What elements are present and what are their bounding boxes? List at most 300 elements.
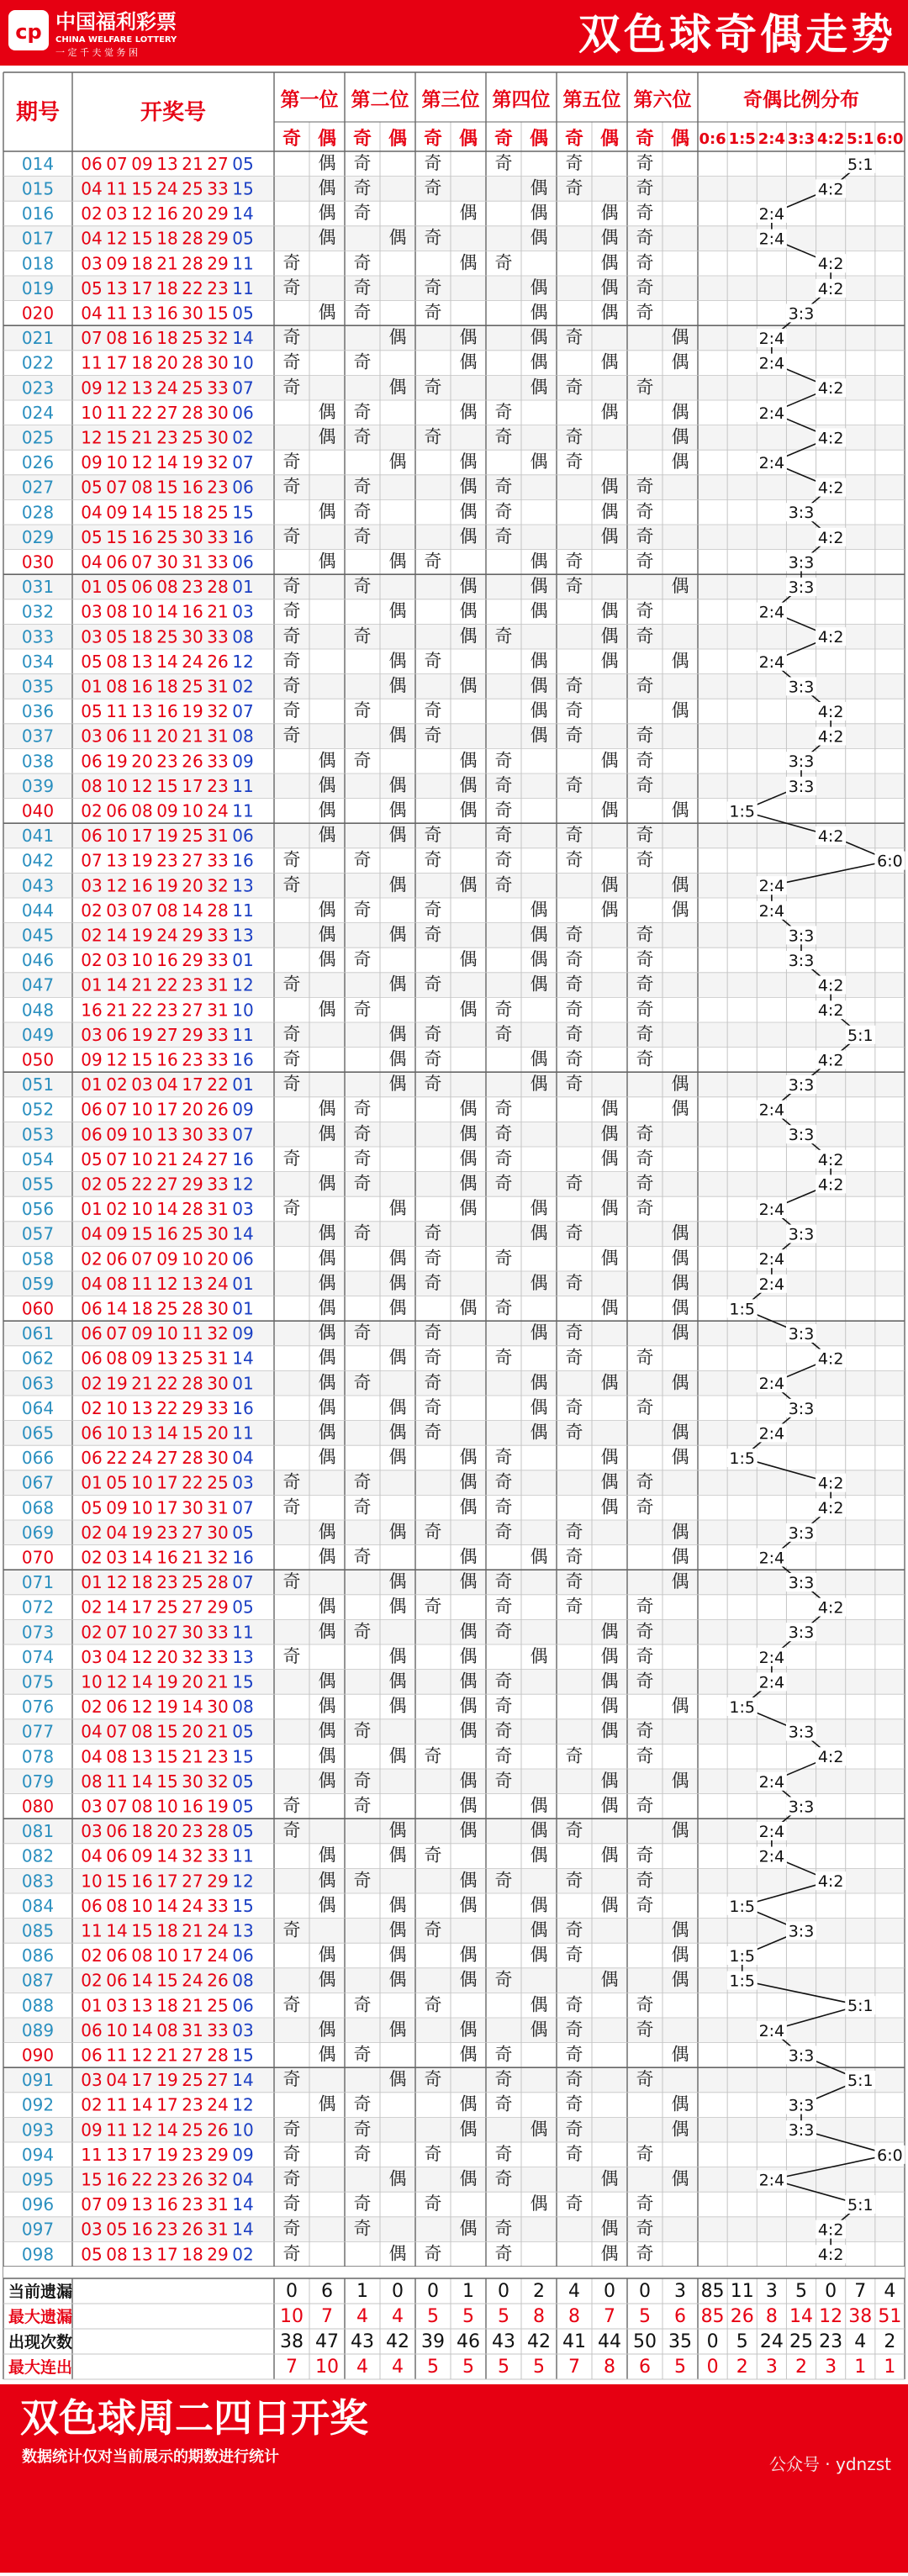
ratio-point-label: 4:2 (817, 379, 844, 399)
ratio-point-label: 5:1 (847, 2196, 874, 2214)
red-ball-number: 09 (106, 502, 128, 523)
odd-mark: 奇 (424, 1422, 442, 1443)
red-ball-number: 31 (207, 2219, 229, 2240)
even-mark: 偶 (388, 2168, 407, 2189)
red-ball-number: 23 (156, 2169, 178, 2190)
odd-mark: 奇 (494, 2218, 513, 2239)
red-ball-number: 02 (81, 900, 103, 921)
even-mark: 偶 (318, 1322, 336, 1343)
ratio-point-label: 2:4 (758, 2171, 785, 2190)
red-ball-number: 05 (81, 277, 103, 298)
red-ball-number: 28 (182, 228, 203, 249)
red-ball-number: 33 (207, 552, 229, 573)
blue-ball-number: 06 (232, 826, 254, 847)
blue-ball-number: 16 (232, 1397, 254, 1418)
stats-value: 5 (639, 2306, 651, 2328)
red-ball-number: 17 (156, 1871, 178, 1892)
red-ball-number: 15 (156, 502, 178, 523)
odd-mark: 奇 (282, 849, 301, 870)
even-mark: 偶 (459, 1173, 478, 1194)
even-mark: 偶 (388, 774, 407, 795)
red-ball-number: 18 (131, 352, 153, 373)
red-ball-number: 07 (131, 900, 153, 921)
stats-value: 4 (884, 2281, 896, 2303)
ratio-point-label: 3:3 (788, 1126, 815, 1145)
ratio-point-label: 6:0 (877, 852, 903, 871)
red-ball-number: 24 (156, 178, 178, 199)
red-ball-number: 28 (182, 402, 203, 423)
red-ball-number: 11 (131, 1273, 153, 1294)
odd-mark: 奇 (282, 2069, 301, 2090)
ratio-point-label: 2:4 (758, 1648, 785, 1667)
stats-value: 38 (848, 2306, 873, 2328)
odd-mark: 奇 (282, 451, 301, 472)
even-mark: 偶 (388, 825, 407, 846)
red-ball-number: 26 (207, 1099, 229, 1120)
red-ball-number: 07 (106, 1622, 128, 1643)
odd-mark: 奇 (424, 1372, 442, 1393)
odd-mark: 奇 (424, 551, 442, 572)
stats-gap (3, 2267, 905, 2278)
odd-mark: 奇 (353, 1795, 372, 1816)
red-ball-number: 25 (207, 502, 229, 523)
red-ball-number: 32 (207, 875, 229, 896)
red-ball-number: 15 (131, 228, 153, 249)
red-ball-number: 03 (106, 900, 128, 921)
odd-mark: 奇 (636, 277, 654, 298)
red-ball-number: 11 (106, 2045, 128, 2066)
even-mark: 偶 (530, 1546, 548, 1567)
red-ball-number: 15 (156, 1970, 178, 1991)
even-mark: 偶 (459, 1571, 478, 1592)
odd-mark: 奇 (636, 252, 654, 273)
odd-mark: 奇 (424, 1248, 442, 1269)
odd-mark: 奇 (636, 774, 654, 795)
red-ball-number: 24 (182, 1895, 203, 1916)
red-ball-number: 02 (81, 950, 103, 971)
odd-mark: 奇 (636, 203, 654, 224)
red-ball-number: 15 (131, 1920, 153, 1941)
position-header: 第四位 (492, 89, 551, 111)
ratio-point-label: 4:2 (817, 1175, 844, 1195)
even-mark: 偶 (388, 1347, 407, 1368)
red-ball-number: 29 (207, 1597, 229, 1618)
odd-mark: 奇 (636, 476, 654, 497)
red-ball-number: 07 (81, 850, 103, 871)
red-ball-number: 06 (81, 826, 103, 847)
even-mark: 偶 (388, 1422, 407, 1443)
red-ball-number: 03 (131, 1074, 153, 1095)
odd-mark: 奇 (353, 849, 372, 870)
red-ball-number: 23 (156, 427, 178, 448)
red-ball-number: 20 (182, 1721, 203, 1742)
odd-mark: 奇 (565, 774, 583, 795)
red-ball-number: 05 (81, 1497, 103, 1518)
issue-number: 019 (21, 277, 55, 298)
even-mark: 偶 (388, 327, 407, 348)
red-ball-number: 32 (207, 452, 229, 473)
issue-number: 086 (21, 1945, 55, 1966)
stats-value: 7 (604, 2306, 615, 2328)
even-mark: 偶 (459, 1497, 478, 1518)
red-ball-number: 15 (156, 477, 178, 498)
even-mark: 偶 (530, 2019, 548, 2040)
red-ball-number: 30 (207, 1298, 229, 1319)
ratio-point-label: 4:2 (817, 180, 844, 199)
odd-mark: 奇 (636, 849, 654, 870)
red-ball-number: 33 (207, 1049, 229, 1070)
odd-mark: 奇 (424, 277, 442, 298)
blue-ball-number: 02 (232, 2244, 254, 2265)
even-mark: 偶 (671, 401, 689, 422)
issue-number: 036 (21, 701, 55, 722)
issue-number: 039 (21, 775, 55, 796)
odd-mark: 奇 (565, 177, 583, 198)
stats-value: 51 (878, 2306, 902, 2328)
odd-mark: 奇 (353, 476, 372, 497)
red-ball-number: 30 (207, 427, 229, 448)
even-mark: 偶 (388, 1745, 407, 1766)
red-ball-number: 30 (182, 1622, 203, 1643)
stats-value: 4 (392, 2306, 404, 2328)
issue-number: 041 (21, 826, 55, 847)
red-ball-number: 20 (182, 1671, 203, 1692)
odd-mark: 奇 (353, 1497, 372, 1518)
red-ball-number: 07 (106, 477, 128, 498)
even-mark: 偶 (459, 874, 478, 895)
red-ball-number: 31 (207, 1497, 229, 1518)
odd-mark: 奇 (494, 2168, 513, 2189)
red-ball-number: 29 (207, 253, 229, 274)
red-ball-number: 21 (182, 1547, 203, 1568)
red-ball-number: 15 (156, 1771, 178, 1792)
red-ball-number: 23 (182, 1821, 203, 1842)
red-ball-number: 13 (131, 651, 153, 672)
red-ball-number: 31 (207, 1199, 229, 1220)
red-ball-number: 15 (106, 1871, 128, 1892)
odd-mark: 奇 (424, 1222, 442, 1243)
ratio-point-label: 2:4 (758, 877, 785, 896)
red-ball-number: 27 (156, 1174, 178, 1195)
odd-mark: 奇 (282, 277, 301, 298)
red-ball-number: 03 (81, 875, 103, 896)
red-ball-number: 31 (207, 2194, 229, 2215)
odd-mark: 奇 (282, 1074, 301, 1095)
red-ball-number: 14 (131, 2019, 153, 2040)
red-ball-number: 08 (106, 601, 128, 622)
issue-number: 051 (21, 1074, 55, 1095)
red-ball-number: 02 (81, 1945, 103, 1966)
even-subheader: 偶 (458, 129, 478, 150)
stats-value: 44 (598, 2331, 621, 2353)
ratio-point-label: 2:4 (758, 330, 785, 348)
odd-mark: 奇 (353, 576, 372, 597)
red-ball-number: 30 (182, 303, 203, 324)
red-ball-number: 02 (81, 203, 103, 224)
red-ball-number: 11 (106, 402, 128, 423)
red-ball-number: 07 (106, 1099, 128, 1120)
red-ball-number: 06 (81, 1323, 103, 1344)
red-ball-number: 23 (182, 2144, 203, 2165)
blue-ball-number: 06 (232, 1995, 254, 2016)
odd-mark: 奇 (494, 1297, 513, 1318)
ratio-point-label: 2:4 (758, 1101, 785, 1120)
even-mark: 偶 (671, 426, 689, 447)
issue-number: 025 (21, 427, 55, 448)
even-mark: 偶 (388, 1074, 407, 1095)
blue-ball-number: 06 (232, 477, 254, 498)
odd-mark: 奇 (494, 1720, 513, 1741)
red-ball-number: 24 (156, 925, 178, 946)
ratio-point-label: 2:4 (758, 205, 785, 224)
odd-mark: 奇 (353, 1098, 372, 1119)
red-ball-number: 29 (207, 228, 229, 249)
odd-mark: 奇 (282, 675, 301, 696)
red-ball-number: 15 (156, 1746, 178, 1767)
odd-mark: 奇 (282, 1497, 301, 1518)
issue-number: 049 (21, 1024, 55, 1045)
ratio-point-label: 5:1 (847, 2072, 874, 2090)
red-ball-number: 18 (156, 228, 178, 249)
ratio-point-label: 4:2 (817, 703, 844, 721)
odd-mark: 奇 (424, 1048, 442, 1069)
odd-mark: 奇 (494, 1447, 513, 1468)
red-ball-number: 24 (182, 1970, 203, 1991)
red-ball-number: 14 (131, 502, 153, 523)
red-ball-number: 03 (106, 1995, 128, 2016)
red-ball-number: 09 (106, 1124, 128, 1145)
red-ball-number: 10 (156, 1945, 178, 1966)
red-ball-number: 10 (81, 1671, 103, 1692)
red-ball-number: 24 (182, 1148, 203, 1169)
odd-mark: 奇 (282, 252, 301, 273)
red-ball-number: 22 (207, 1074, 229, 1095)
red-ball-number: 17 (156, 2244, 178, 2265)
red-ball-number: 14 (156, 1423, 178, 1444)
stats-value: 41 (562, 2331, 586, 2353)
odd-mark: 奇 (282, 1471, 301, 1492)
red-ball-number: 30 (182, 626, 203, 647)
odd-mark: 奇 (494, 1173, 513, 1194)
issue-number: 072 (21, 1597, 55, 1618)
odd-mark: 奇 (636, 177, 654, 198)
red-ball-number: 06 (81, 1423, 103, 1444)
even-mark: 偶 (459, 1820, 478, 1841)
even-mark: 偶 (530, 1422, 548, 1443)
stats-value: 0 (639, 2281, 651, 2303)
stats-value: 8 (604, 2357, 615, 2378)
odd-mark: 奇 (353, 401, 372, 422)
red-ball-number: 24 (182, 651, 203, 672)
position-header: 第六位 (633, 89, 692, 111)
even-mark: 偶 (459, 1945, 478, 1966)
odd-mark: 奇 (494, 1123, 513, 1144)
odd-mark: 奇 (636, 2193, 654, 2214)
logo-slogan-text: 一 定 千 夫 觉 务 困 (55, 47, 138, 58)
odd-mark: 奇 (282, 351, 301, 372)
even-mark: 偶 (671, 1074, 689, 1095)
odd-mark: 奇 (636, 1645, 654, 1666)
odd-subheader: 奇 (494, 129, 514, 150)
odd-mark: 奇 (636, 725, 654, 746)
red-ball-number: 28 (182, 253, 203, 274)
issue-number: 087 (21, 1970, 55, 1991)
red-ball-number: 08 (106, 328, 128, 349)
red-ball-number: 04 (106, 1522, 128, 1543)
odd-mark: 奇 (282, 2143, 301, 2164)
red-ball-number: 26 (182, 2169, 203, 2190)
red-ball-number: 25 (182, 328, 203, 349)
odd-mark: 奇 (353, 177, 372, 198)
even-mark: 偶 (459, 800, 478, 821)
blue-ball-number: 09 (232, 2144, 254, 2165)
red-ball-number: 33 (207, 1845, 229, 1866)
even-mark: 偶 (600, 600, 619, 621)
red-ball-number: 33 (207, 1397, 229, 1418)
red-ball-number: 02 (106, 1074, 128, 1095)
even-mark: 偶 (530, 277, 548, 298)
blue-ball-number: 16 (232, 1148, 254, 1169)
red-ball-number: 31 (207, 1348, 229, 1369)
issue-number: 022 (21, 352, 55, 373)
red-ball-number: 04 (81, 1845, 103, 1866)
even-mark: 偶 (318, 1372, 336, 1393)
red-ball-number: 10 (106, 1423, 128, 1444)
blue-ball-number: 11 (232, 1845, 254, 1866)
blue-ball-number: 06 (232, 1248, 254, 1270)
odd-mark: 奇 (282, 1571, 301, 1592)
red-ball-number: 15 (81, 2169, 103, 2190)
red-ball-number: 14 (156, 2119, 178, 2141)
blue-ball-number: 04 (232, 1448, 254, 1469)
ratio-point-label: 4:2 (817, 1001, 844, 1021)
odd-mark: 奇 (424, 1596, 442, 1617)
even-mark: 偶 (388, 1645, 407, 1666)
issue-number: 026 (21, 452, 55, 473)
issue-number: 034 (21, 651, 55, 672)
red-ball-number: 13 (156, 1124, 178, 1145)
red-ball-number: 25 (156, 526, 178, 547)
even-mark: 偶 (318, 1945, 336, 1966)
odd-mark: 奇 (353, 999, 372, 1020)
stats-value: 6 (674, 2306, 686, 2328)
even-mark: 偶 (600, 476, 619, 497)
even-mark: 偶 (600, 227, 619, 248)
odd-mark: 奇 (636, 1497, 654, 1518)
red-ball-number: 20 (156, 726, 178, 747)
issue-number: 031 (21, 577, 55, 598)
red-ball-number: 10 (131, 1497, 153, 1518)
red-ball-number: 23 (156, 1522, 178, 1543)
odd-mark: 奇 (636, 1994, 654, 2015)
odd-mark: 奇 (636, 999, 654, 1020)
stats-value: 3 (825, 2357, 837, 2378)
odd-mark: 奇 (282, 1994, 301, 2015)
issue-number: 017 (21, 228, 55, 249)
even-mark: 偶 (530, 1322, 548, 1343)
even-mark: 偶 (530, 600, 548, 621)
red-ball-number: 09 (131, 1323, 153, 1344)
red-ball-number: 33 (207, 1895, 229, 1916)
even-mark: 偶 (318, 1297, 336, 1318)
red-ball-number: 03 (81, 253, 103, 274)
red-ball-number: 27 (182, 1871, 203, 1892)
red-ball-number: 19 (182, 701, 203, 722)
issue-number: 085 (21, 1920, 55, 1941)
even-mark: 偶 (388, 1820, 407, 1841)
odd-mark: 奇 (353, 2044, 372, 2065)
red-ball-number: 12 (106, 1671, 128, 1692)
blue-ball-number: 08 (232, 1970, 254, 1991)
odd-mark: 奇 (636, 1173, 654, 1194)
red-ball-number: 07 (106, 153, 128, 174)
stats-value: 3 (765, 2281, 778, 2303)
blue-ball-number: 16 (232, 1547, 254, 1568)
red-ball-number: 06 (81, 1895, 103, 1916)
even-mark: 偶 (600, 1894, 619, 1915)
red-ball-number: 03 (81, 1646, 103, 1667)
red-ball-number: 18 (131, 253, 153, 274)
odd-mark: 奇 (565, 551, 583, 572)
even-mark: 偶 (671, 2044, 689, 2065)
stats-value: 0 (706, 2331, 719, 2353)
odd-mark: 奇 (565, 2093, 583, 2114)
odd-mark: 奇 (282, 1795, 301, 1816)
red-ball-number: 01 (81, 1199, 103, 1220)
blue-ball-number: 05 (232, 1796, 254, 1817)
red-ball-number: 17 (182, 1945, 203, 1966)
odd-mark: 奇 (565, 949, 583, 970)
ratio-point-label: 1:5 (729, 802, 756, 821)
blue-ball-number: 12 (232, 651, 254, 672)
position-header: 第三位 (421, 89, 480, 111)
odd-mark: 奇 (353, 426, 372, 447)
odd-mark: 奇 (565, 2019, 583, 2040)
red-ball-number: 28 (207, 1572, 229, 1593)
even-mark: 偶 (530, 899, 548, 920)
even-mark: 偶 (600, 1471, 619, 1492)
red-ball-number: 18 (156, 1995, 178, 2016)
issue-number: 023 (21, 377, 55, 399)
even-mark: 偶 (388, 1396, 407, 1417)
even-mark: 偶 (600, 203, 619, 224)
red-ball-number: 22 (131, 2169, 153, 2190)
even-mark: 偶 (388, 227, 407, 248)
issue-number: 092 (21, 2094, 55, 2115)
even-mark: 偶 (671, 1098, 689, 1119)
red-ball-number: 14 (131, 2094, 153, 2115)
red-ball-number: 24 (156, 377, 178, 399)
red-ball-number: 33 (207, 1174, 229, 1195)
red-ball-number: 30 (207, 1448, 229, 1469)
odd-mark: 奇 (636, 1596, 654, 1617)
odd-mark: 奇 (565, 725, 583, 746)
issue-number: 065 (21, 1423, 55, 1444)
odd-mark: 奇 (565, 924, 583, 945)
red-ball-number: 16 (156, 203, 178, 224)
red-ball-number: 21 (131, 427, 153, 448)
even-mark: 偶 (600, 750, 619, 771)
ratio-point-label: 3:3 (788, 752, 815, 772)
red-ball-number: 28 (182, 1298, 203, 1319)
odd-subheader: 奇 (423, 129, 443, 150)
red-ball-number: 12 (131, 1697, 153, 1718)
red-ball-number: 08 (131, 1796, 153, 1817)
ratio-point-label: 4:2 (817, 478, 844, 498)
odd-mark: 奇 (424, 825, 442, 846)
ratio-point-label: 4:2 (817, 279, 844, 298)
even-mark: 偶 (671, 1571, 689, 1592)
